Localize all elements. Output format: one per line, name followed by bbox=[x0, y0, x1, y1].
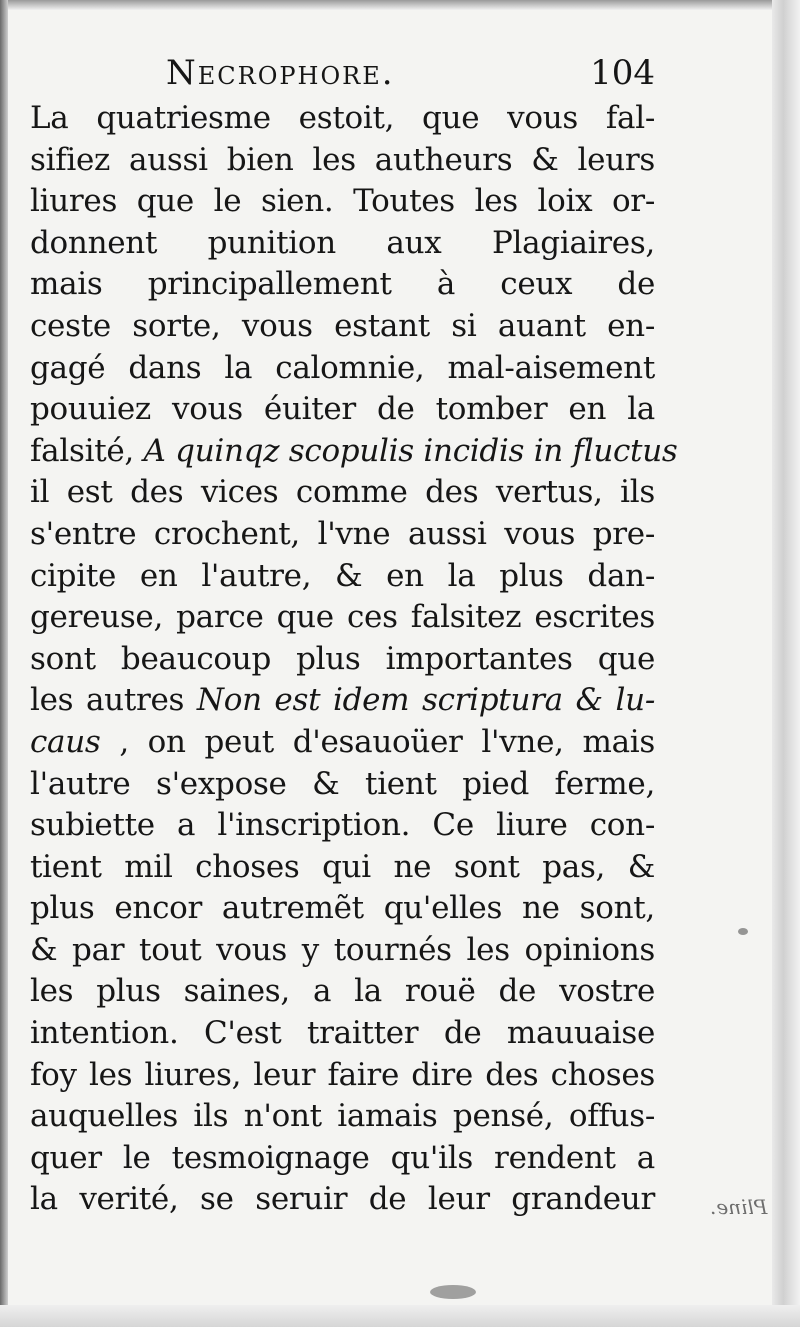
text-line: gereuse, parce que ces falsitez escrites bbox=[30, 599, 655, 636]
text-line: auquelles ils n'ont iamais pensé, offus- bbox=[30, 1098, 655, 1135]
text-line: quer le tesmoignage qu'ils rendent a bbox=[30, 1139, 655, 1176]
text-line: s'entre crochent, l'vne aussi vous pre- bbox=[30, 515, 655, 552]
text-line: intention. C'est traitter de mauuaise bbox=[30, 1015, 655, 1052]
text-line-with-quote bbox=[30, 431, 678, 473]
text-line: sont beaucoup plus importantes que bbox=[30, 640, 655, 677]
text-line-with-quote bbox=[30, 722, 655, 764]
text-line: plus encor autremẽt qu'elles ne sont, bbox=[30, 890, 655, 927]
text-line-with-quote bbox=[30, 680, 655, 722]
running-head: Necrophore. bbox=[166, 53, 395, 93]
margin-note: Pline. bbox=[710, 1195, 768, 1219]
text-line: La quatriesme estoit, que vous fal- bbox=[30, 100, 655, 136]
text-line: les plus saines, a la rouë de vostre bbox=[30, 973, 655, 1010]
text-line: & par tout vous y tournés les opinions bbox=[30, 931, 655, 968]
ink-blot bbox=[738, 928, 748, 935]
text-line: gagé dans la calomnie, mal-aisement bbox=[30, 349, 655, 386]
text-line: mais principallement à ceux de bbox=[30, 266, 655, 303]
text-line: cipite en l'autre, & en la plus dan- bbox=[30, 557, 655, 594]
page-header bbox=[30, 48, 655, 98]
page-edge-left bbox=[0, 0, 8, 1327]
text-line: liures que le sien. Toutes les loix or- bbox=[30, 183, 655, 220]
page-number: 104 bbox=[590, 53, 655, 93]
text-line: foy les liures, leur faire dire des choses bbox=[30, 1056, 655, 1093]
ink-blot bbox=[430, 1285, 476, 1299]
text-line: donnent punition aux Plagiaires, bbox=[30, 224, 655, 261]
text-line: il est des vices comme des vertus, ils bbox=[30, 474, 655, 511]
latin-quote: A quinqz scopulis incidis in fluctus bbox=[143, 432, 678, 469]
text-line: pouuiez vous éuiter de tomber en la bbox=[30, 391, 655, 428]
text-line: tient mil choses qui ne sont pas, & bbox=[30, 848, 655, 885]
latin-quote-end: caus bbox=[30, 723, 101, 760]
text-line: l'autre s'expose & tient pied ferme, bbox=[30, 765, 655, 802]
page-edge-top bbox=[0, 0, 800, 10]
latin-quote: Non est idem scriptura & lu- bbox=[196, 682, 655, 719]
text-line: sifiez aussi bien les autheurs & leurs bbox=[30, 141, 655, 178]
text-fragment: les autres bbox=[30, 682, 185, 719]
text-line: ceste sorte, vous estant si auant en- bbox=[30, 307, 655, 344]
text-line: subiette a l'inscription. Ce liure con- bbox=[30, 807, 655, 844]
page-edge-bottom bbox=[0, 1305, 800, 1327]
page-edge-right bbox=[772, 0, 800, 1327]
body-text bbox=[30, 98, 678, 1221]
text-line: la verité, se seruir de leur grandeur bbox=[30, 1181, 655, 1218]
text-fragment: , on peut d'esauoüer l'vne, mais bbox=[119, 723, 655, 760]
text-fragment: falsité, bbox=[30, 432, 134, 469]
